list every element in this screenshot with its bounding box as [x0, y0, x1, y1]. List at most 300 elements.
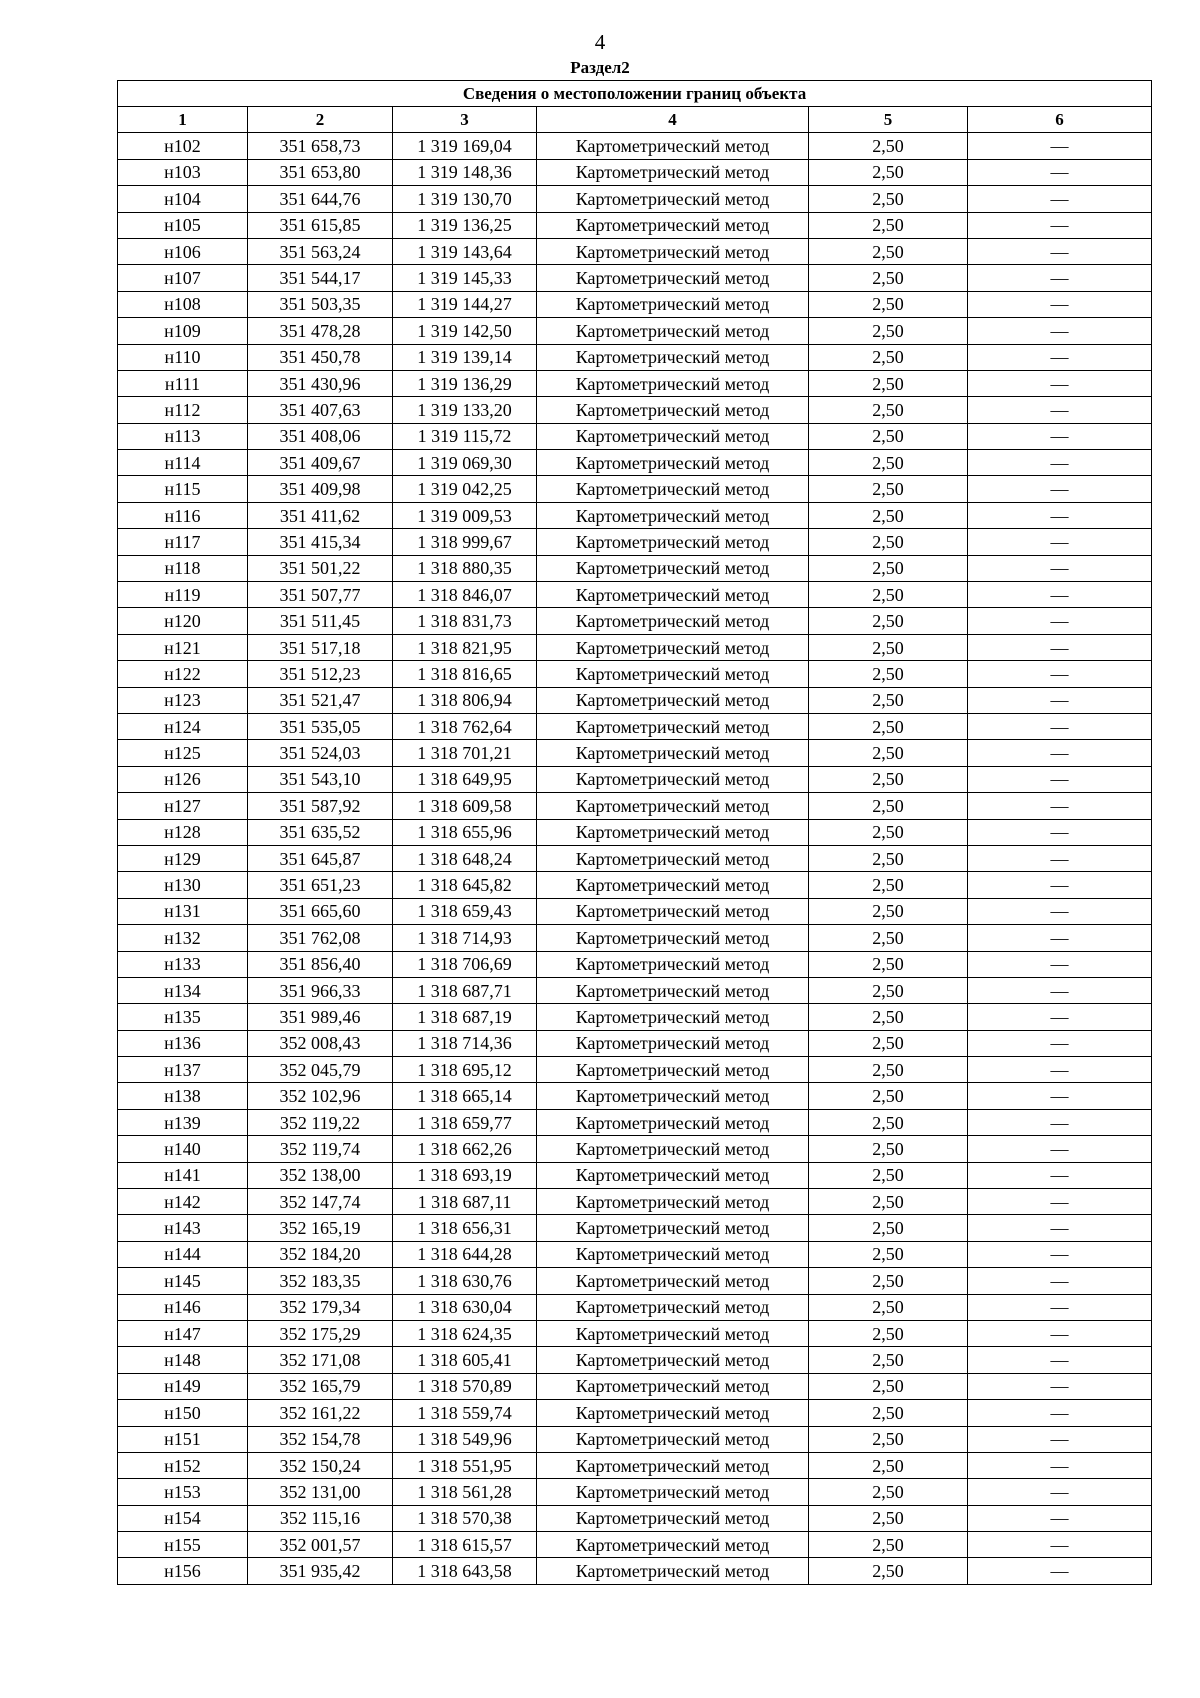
accuracy-cell: 2,50	[809, 1268, 968, 1294]
table-row	[118, 1215, 1152, 1241]
y-coordinate-cell: 1 318 687,19	[393, 1004, 537, 1030]
accuracy-cell: 2,50	[809, 1057, 968, 1083]
x-coordinate-cell: 351 408,06	[248, 423, 393, 449]
method-cell: Картометрический метод	[537, 212, 809, 238]
table-row	[118, 608, 1152, 634]
accuracy-cell: 2,50	[809, 397, 968, 423]
y-coordinate-cell: 1 319 009,53	[393, 502, 537, 528]
table-row	[118, 370, 1152, 396]
accuracy-cell: 2,50	[809, 898, 968, 924]
x-coordinate-cell: 351 966,33	[248, 977, 393, 1003]
point-number-cell: н139	[118, 1109, 248, 1135]
accuracy-cell: 2,50	[809, 1452, 968, 1478]
method-cell: Картометрический метод	[537, 634, 809, 660]
note-cell: —	[968, 925, 1152, 951]
y-coordinate-cell: 1 318 831,73	[393, 608, 537, 634]
accuracy-cell: 2,50	[809, 1241, 968, 1267]
note-cell: —	[968, 661, 1152, 687]
accuracy-cell: 2,50	[809, 159, 968, 185]
method-cell: Картометрический метод	[537, 450, 809, 476]
note-cell: —	[968, 740, 1152, 766]
table-row	[118, 1057, 1152, 1083]
method-cell: Картометрический метод	[537, 1268, 809, 1294]
point-number-cell: н113	[118, 423, 248, 449]
point-number-cell: н143	[118, 1215, 248, 1241]
accuracy-cell: 2,50	[809, 1189, 968, 1215]
table-row	[118, 1452, 1152, 1478]
y-coordinate-cell: 1 318 821,95	[393, 634, 537, 660]
x-coordinate-cell: 352 131,00	[248, 1479, 393, 1505]
table-row	[118, 1558, 1152, 1584]
note-cell: —	[968, 1268, 1152, 1294]
x-coordinate-cell: 352 165,19	[248, 1215, 393, 1241]
point-number-cell: н118	[118, 555, 248, 581]
y-coordinate-cell: 1 318 561,28	[393, 1479, 537, 1505]
point-number-cell: н115	[118, 476, 248, 502]
x-coordinate-cell: 351 521,47	[248, 687, 393, 713]
table-row	[118, 713, 1152, 739]
note-cell: —	[968, 397, 1152, 423]
y-coordinate-cell: 1 319 143,64	[393, 238, 537, 264]
accuracy-cell: 2,50	[809, 502, 968, 528]
note-cell: —	[968, 845, 1152, 871]
x-coordinate-cell: 351 450,78	[248, 344, 393, 370]
note-cell: —	[968, 1505, 1152, 1531]
table-row	[118, 1241, 1152, 1267]
x-coordinate-cell: 351 563,24	[248, 238, 393, 264]
table-row	[118, 661, 1152, 687]
note-cell: —	[968, 1373, 1152, 1399]
accuracy-cell: 2,50	[809, 1162, 968, 1188]
method-cell: Картометрический метод	[537, 1109, 809, 1135]
accuracy-cell: 2,50	[809, 133, 968, 159]
x-coordinate-cell: 351 653,80	[248, 159, 393, 185]
table-row	[118, 265, 1152, 291]
point-number-cell: н154	[118, 1505, 248, 1531]
x-coordinate-cell: 351 407,63	[248, 397, 393, 423]
point-number-cell: н104	[118, 186, 248, 212]
table-row	[118, 186, 1152, 212]
y-coordinate-cell: 1 318 999,67	[393, 529, 537, 555]
note-cell: —	[968, 1004, 1152, 1030]
point-number-cell: н135	[118, 1004, 248, 1030]
point-number-cell: н145	[118, 1268, 248, 1294]
method-cell: Картометрический метод	[537, 291, 809, 317]
accuracy-cell: 2,50	[809, 344, 968, 370]
note-cell: —	[968, 186, 1152, 212]
method-cell: Картометрический метод	[537, 555, 809, 581]
point-number-cell: н153	[118, 1479, 248, 1505]
note-cell: —	[968, 423, 1152, 449]
y-coordinate-cell: 1 319 144,27	[393, 291, 537, 317]
point-number-cell: н136	[118, 1030, 248, 1056]
note-cell: —	[968, 1136, 1152, 1162]
method-cell: Картометрический метод	[537, 318, 809, 344]
point-number-cell: н105	[118, 212, 248, 238]
table-body	[118, 133, 1152, 1584]
y-coordinate-cell: 1 318 551,95	[393, 1452, 537, 1478]
point-number-cell: н127	[118, 793, 248, 819]
table-row	[118, 344, 1152, 370]
note-cell: —	[968, 819, 1152, 845]
x-coordinate-cell: 351 517,18	[248, 634, 393, 660]
note-cell: —	[968, 476, 1152, 502]
y-coordinate-cell: 1 318 549,96	[393, 1426, 537, 1452]
method-cell: Картометрический метод	[537, 1452, 809, 1478]
x-coordinate-cell: 351 524,03	[248, 740, 393, 766]
table-row	[118, 397, 1152, 423]
y-coordinate-cell: 1 319 169,04	[393, 133, 537, 159]
point-number-cell: н148	[118, 1347, 248, 1373]
x-coordinate-cell: 351 512,23	[248, 661, 393, 687]
x-coordinate-cell: 351 535,05	[248, 713, 393, 739]
table-row	[118, 1320, 1152, 1346]
x-coordinate-cell: 351 511,45	[248, 608, 393, 634]
method-cell: Картометрический метод	[537, 582, 809, 608]
table-caption-row	[118, 81, 1152, 107]
x-coordinate-cell: 352 184,20	[248, 1241, 393, 1267]
y-coordinate-cell: 1 318 570,89	[393, 1373, 537, 1399]
y-coordinate-cell: 1 319 130,70	[393, 186, 537, 212]
method-cell: Картометрический метод	[537, 1241, 809, 1267]
x-coordinate-cell: 351 635,52	[248, 819, 393, 845]
method-cell: Картометрический метод	[537, 1162, 809, 1188]
table-row	[118, 1162, 1152, 1188]
point-number-cell: н119	[118, 582, 248, 608]
method-cell: Картометрический метод	[537, 265, 809, 291]
note-cell: —	[968, 555, 1152, 581]
point-number-cell: н132	[118, 925, 248, 951]
accuracy-cell: 2,50	[809, 1320, 968, 1346]
x-coordinate-cell: 351 658,73	[248, 133, 393, 159]
accuracy-cell: 2,50	[809, 1215, 968, 1241]
note-cell: —	[968, 1320, 1152, 1346]
y-coordinate-cell: 1 318 687,71	[393, 977, 537, 1003]
x-coordinate-cell: 351 935,42	[248, 1558, 393, 1584]
method-cell: Картометрический метод	[537, 1479, 809, 1505]
note-cell: —	[968, 1294, 1152, 1320]
y-coordinate-cell: 1 318 714,93	[393, 925, 537, 951]
table-row	[118, 1505, 1152, 1531]
table-row	[118, 740, 1152, 766]
point-number-cell: н125	[118, 740, 248, 766]
point-number-cell: н133	[118, 951, 248, 977]
x-coordinate-cell: 351 856,40	[248, 951, 393, 977]
table-row	[118, 133, 1152, 159]
method-cell: Картометрический метод	[537, 713, 809, 739]
point-number-cell: н109	[118, 318, 248, 344]
accuracy-cell: 2,50	[809, 1426, 968, 1452]
note-cell: —	[968, 291, 1152, 317]
point-number-cell: н147	[118, 1320, 248, 1346]
table-row	[118, 925, 1152, 951]
x-coordinate-cell: 352 138,00	[248, 1162, 393, 1188]
table-row	[118, 318, 1152, 344]
accuracy-cell: 2,50	[809, 1109, 968, 1135]
accuracy-cell: 2,50	[809, 1083, 968, 1109]
column-header: 5	[809, 107, 968, 133]
point-number-cell: н137	[118, 1057, 248, 1083]
method-cell: Картометрический метод	[537, 740, 809, 766]
x-coordinate-cell: 351 762,08	[248, 925, 393, 951]
point-number-cell: н122	[118, 661, 248, 687]
y-coordinate-cell: 1 318 624,35	[393, 1320, 537, 1346]
method-cell: Картометрический метод	[537, 1532, 809, 1558]
note-cell: —	[968, 238, 1152, 264]
y-coordinate-cell: 1 318 605,41	[393, 1347, 537, 1373]
x-coordinate-cell: 351 501,22	[248, 555, 393, 581]
note-cell: —	[968, 450, 1152, 476]
y-coordinate-cell: 1 319 069,30	[393, 450, 537, 476]
accuracy-cell: 2,50	[809, 766, 968, 792]
table-row	[118, 845, 1152, 871]
table-row	[118, 766, 1152, 792]
y-coordinate-cell: 1 318 687,11	[393, 1189, 537, 1215]
table-row	[118, 1030, 1152, 1056]
point-number-cell: н117	[118, 529, 248, 555]
accuracy-cell: 2,50	[809, 1004, 968, 1030]
method-cell: Картометрический метод	[537, 529, 809, 555]
note-cell: —	[968, 1083, 1152, 1109]
table-row	[118, 582, 1152, 608]
note-cell: —	[968, 1030, 1152, 1056]
table-row	[118, 872, 1152, 898]
point-number-cell: н107	[118, 265, 248, 291]
x-coordinate-cell: 352 008,43	[248, 1030, 393, 1056]
note-cell: —	[968, 766, 1152, 792]
point-number-cell: н128	[118, 819, 248, 845]
accuracy-cell: 2,50	[809, 740, 968, 766]
table-row	[118, 819, 1152, 845]
point-number-cell: н146	[118, 1294, 248, 1320]
table-row	[118, 898, 1152, 924]
table-row	[118, 1109, 1152, 1135]
note-cell: —	[968, 634, 1152, 660]
point-number-cell: н102	[118, 133, 248, 159]
method-cell: Картометрический метод	[537, 1505, 809, 1531]
note-cell: —	[968, 687, 1152, 713]
accuracy-cell: 2,50	[809, 925, 968, 951]
note-cell: —	[968, 872, 1152, 898]
note-cell: —	[968, 1347, 1152, 1373]
table-row	[118, 529, 1152, 555]
point-number-cell: н112	[118, 397, 248, 423]
method-cell: Картометрический метод	[537, 1373, 809, 1399]
table-row	[118, 1004, 1152, 1030]
x-coordinate-cell: 351 644,76	[248, 186, 393, 212]
method-cell: Картометрический метод	[537, 608, 809, 634]
note-cell: —	[968, 713, 1152, 739]
x-coordinate-cell: 351 645,87	[248, 845, 393, 871]
x-coordinate-cell: 352 115,16	[248, 1505, 393, 1531]
column-header: 6	[968, 107, 1152, 133]
accuracy-cell: 2,50	[809, 423, 968, 449]
y-coordinate-cell: 1 318 609,58	[393, 793, 537, 819]
method-cell: Картометрический метод	[537, 238, 809, 264]
point-number-cell: н114	[118, 450, 248, 476]
method-cell: Картометрический метод	[537, 1136, 809, 1162]
accuracy-cell: 2,50	[809, 582, 968, 608]
note-cell: —	[968, 1400, 1152, 1426]
method-cell: Картометрический метод	[537, 925, 809, 951]
table-row	[118, 555, 1152, 581]
y-coordinate-cell: 1 319 136,29	[393, 370, 537, 396]
method-cell: Картометрический метод	[537, 819, 809, 845]
point-number-cell: н140	[118, 1136, 248, 1162]
y-coordinate-cell: 1 318 762,64	[393, 713, 537, 739]
y-coordinate-cell: 1 319 145,33	[393, 265, 537, 291]
x-coordinate-cell: 351 478,28	[248, 318, 393, 344]
table-row	[118, 634, 1152, 660]
accuracy-cell: 2,50	[809, 529, 968, 555]
x-coordinate-cell: 351 507,77	[248, 582, 393, 608]
y-coordinate-cell: 1 318 648,24	[393, 845, 537, 871]
table-row	[118, 159, 1152, 185]
y-coordinate-cell: 1 319 133,20	[393, 397, 537, 423]
note-cell: —	[968, 1241, 1152, 1267]
y-coordinate-cell: 1 318 816,65	[393, 661, 537, 687]
x-coordinate-cell: 351 587,92	[248, 793, 393, 819]
method-cell: Картометрический метод	[537, 1320, 809, 1346]
x-coordinate-cell: 351 651,23	[248, 872, 393, 898]
table-row	[118, 450, 1152, 476]
table-caption: Сведения о местоположении границ объекта	[118, 81, 1152, 107]
accuracy-cell: 2,50	[809, 291, 968, 317]
y-coordinate-cell: 1 318 846,07	[393, 582, 537, 608]
y-coordinate-cell: 1 318 880,35	[393, 555, 537, 581]
accuracy-cell: 2,50	[809, 555, 968, 581]
table-row	[118, 1373, 1152, 1399]
x-coordinate-cell: 352 154,78	[248, 1426, 393, 1452]
x-coordinate-cell: 352 045,79	[248, 1057, 393, 1083]
table-row	[118, 1532, 1152, 1558]
accuracy-cell: 2,50	[809, 265, 968, 291]
accuracy-cell: 2,50	[809, 450, 968, 476]
y-coordinate-cell: 1 318 645,82	[393, 872, 537, 898]
note-cell: —	[968, 133, 1152, 159]
x-coordinate-cell: 352 175,29	[248, 1320, 393, 1346]
accuracy-cell: 2,50	[809, 977, 968, 1003]
accuracy-cell: 2,50	[809, 238, 968, 264]
point-number-cell: н126	[118, 766, 248, 792]
point-number-cell: н144	[118, 1241, 248, 1267]
note-cell: —	[968, 1452, 1152, 1478]
method-cell: Картометрический метод	[537, 370, 809, 396]
point-number-cell: н106	[118, 238, 248, 264]
accuracy-cell: 2,50	[809, 845, 968, 871]
accuracy-cell: 2,50	[809, 186, 968, 212]
y-coordinate-cell: 1 318 662,26	[393, 1136, 537, 1162]
x-coordinate-cell: 352 165,79	[248, 1373, 393, 1399]
accuracy-cell: 2,50	[809, 1400, 968, 1426]
method-cell: Картометрический метод	[537, 502, 809, 528]
method-cell: Картометрический метод	[537, 159, 809, 185]
table-row	[118, 793, 1152, 819]
note-cell: —	[968, 1109, 1152, 1135]
table-row	[118, 502, 1152, 528]
table-row	[118, 1347, 1152, 1373]
x-coordinate-cell: 351 409,67	[248, 450, 393, 476]
y-coordinate-cell: 1 318 665,14	[393, 1083, 537, 1109]
point-number-cell: н108	[118, 291, 248, 317]
accuracy-cell: 2,50	[809, 1030, 968, 1056]
method-cell: Картометрический метод	[537, 1083, 809, 1109]
note-cell: —	[968, 212, 1152, 238]
note-cell: —	[968, 265, 1152, 291]
x-coordinate-cell: 351 543,10	[248, 766, 393, 792]
table-row	[118, 1136, 1152, 1162]
point-number-cell: н134	[118, 977, 248, 1003]
table-row	[118, 1479, 1152, 1505]
table-row	[118, 291, 1152, 317]
accuracy-cell: 2,50	[809, 476, 968, 502]
x-coordinate-cell: 351 989,46	[248, 1004, 393, 1030]
point-number-cell: н155	[118, 1532, 248, 1558]
method-cell: Картометрический метод	[537, 1057, 809, 1083]
point-number-cell: н121	[118, 634, 248, 660]
note-cell: —	[968, 1479, 1152, 1505]
table-row	[118, 423, 1152, 449]
point-number-cell: н123	[118, 687, 248, 713]
method-cell: Картометрический метод	[537, 845, 809, 871]
accuracy-cell: 2,50	[809, 793, 968, 819]
y-coordinate-cell: 1 318 693,19	[393, 1162, 537, 1188]
accuracy-cell: 2,50	[809, 608, 968, 634]
table-row	[118, 1294, 1152, 1320]
table-row	[118, 238, 1152, 264]
method-cell: Картометрический метод	[537, 1030, 809, 1056]
y-coordinate-cell: 1 318 656,31	[393, 1215, 537, 1241]
x-coordinate-cell: 351 411,62	[248, 502, 393, 528]
x-coordinate-cell: 351 544,17	[248, 265, 393, 291]
y-coordinate-cell: 1 318 630,04	[393, 1294, 537, 1320]
y-coordinate-cell: 1 318 706,69	[393, 951, 537, 977]
table-row	[118, 977, 1152, 1003]
method-cell: Картометрический метод	[537, 661, 809, 687]
y-coordinate-cell: 1 318 630,76	[393, 1268, 537, 1294]
method-cell: Картометрический метод	[537, 872, 809, 898]
method-cell: Картометрический метод	[537, 476, 809, 502]
boundary-coordinates-table	[117, 80, 1152, 1585]
accuracy-cell: 2,50	[809, 1136, 968, 1162]
accuracy-cell: 2,50	[809, 1373, 968, 1399]
accuracy-cell: 2,50	[809, 819, 968, 845]
point-number-cell: н150	[118, 1400, 248, 1426]
x-coordinate-cell: 352 179,34	[248, 1294, 393, 1320]
y-coordinate-cell: 1 319 148,36	[393, 159, 537, 185]
x-coordinate-cell: 351 409,98	[248, 476, 393, 502]
method-cell: Картометрический метод	[537, 1004, 809, 1030]
point-number-cell: н129	[118, 845, 248, 871]
table-row	[118, 1083, 1152, 1109]
x-coordinate-cell: 351 665,60	[248, 898, 393, 924]
method-cell: Картометрический метод	[537, 1215, 809, 1241]
point-number-cell: н152	[118, 1452, 248, 1478]
note-cell: —	[968, 1162, 1152, 1188]
method-cell: Картометрический метод	[537, 423, 809, 449]
method-cell: Картометрический метод	[537, 344, 809, 370]
column-header: 1	[118, 107, 248, 133]
method-cell: Картометрический метод	[537, 1189, 809, 1215]
method-cell: Картометрический метод	[537, 186, 809, 212]
y-coordinate-cell: 1 319 115,72	[393, 423, 537, 449]
x-coordinate-cell: 351 503,35	[248, 291, 393, 317]
method-cell: Картометрический метод	[537, 687, 809, 713]
table-row	[118, 1268, 1152, 1294]
y-coordinate-cell: 1 319 136,25	[393, 212, 537, 238]
column-header: 2	[248, 107, 393, 133]
point-number-cell: н110	[118, 344, 248, 370]
